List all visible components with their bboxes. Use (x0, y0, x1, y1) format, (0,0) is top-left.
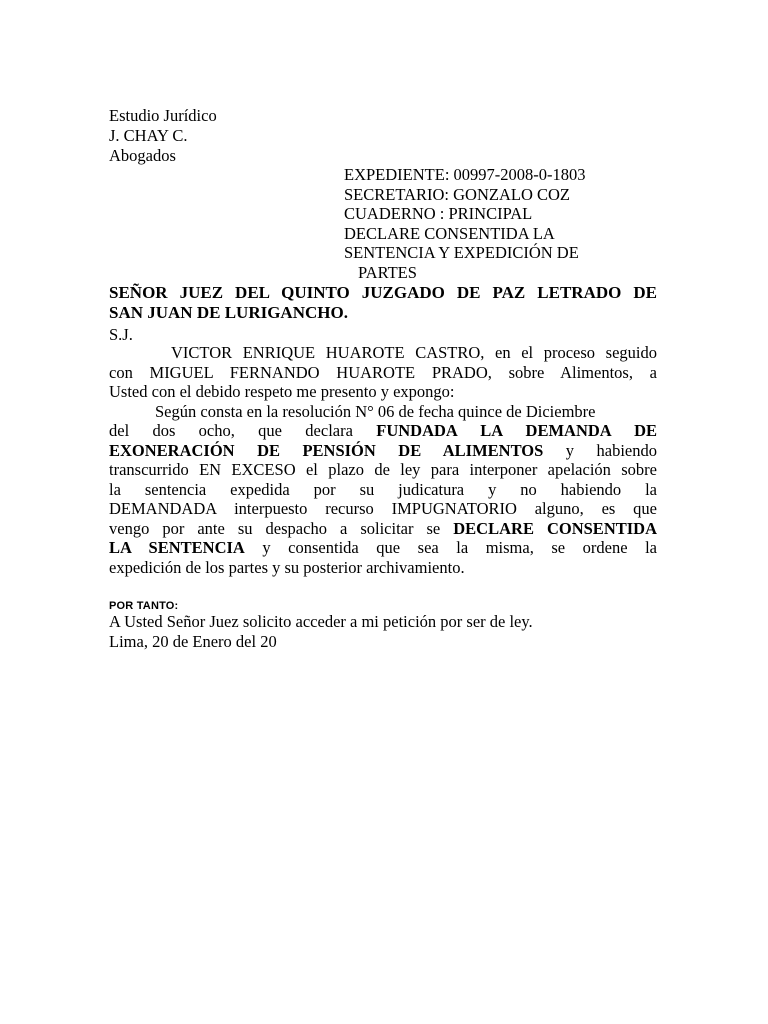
closing-block (109, 612, 533, 652)
por-tanto-heading: POR TANTO: (109, 600, 179, 612)
firm-subtitle: Abogados (109, 146, 176, 165)
case-file-number: EXPEDIENTE: 00997-2008-0-1803 (344, 165, 586, 184)
case-secretary: SECRETARIO: GONZALO COZ (344, 184, 571, 204)
body-line: expedición de los partes y su posterior archivamiento. (109, 557, 465, 577)
case-summary-line: DECLARE CONSENTIDA LA (344, 223, 555, 243)
body-line (109, 421, 657, 441)
body-line: transcurrido EN EXCESO el plazo de ley para interponer apelación sobre (109, 460, 657, 479)
body-bold-text: LA SENTENCIA (109, 538, 245, 557)
body-text: vengo por ante su despacho a solicitar se (109, 518, 454, 538)
salutation-sj: S.J. (109, 325, 133, 344)
body-text: del dos ocho, que declara (109, 421, 377, 440)
case-summary-line: PARTES (358, 262, 417, 282)
law-firm-header (109, 106, 217, 166)
firm-name: Estudio Jurídico (109, 106, 217, 125)
body-line: DEMANDADA interpuesto recurso IMPUGNATORIO alguno, es que (109, 499, 657, 518)
body-text: y consentida que sea la misma, se ordene la (244, 538, 657, 557)
body-text: y habiendo (543, 440, 658, 460)
case-info-block (344, 165, 674, 282)
document-body (109, 343, 657, 577)
body-line (109, 519, 657, 539)
addressee-line: SAN JUAN DE LURIGANCHO. (109, 302, 348, 322)
body-line: Usted con el debido respeto me presento y expongo: (109, 382, 455, 401)
case-notebook: CUADERNO : PRINCIPAL (344, 204, 533, 223)
addressee-line: SEÑOR JUEZ DEL QUINTO JUZGADO DE PAZ LETRADO DE (109, 283, 657, 302)
case-summary-line: SENTENCIA Y EXPEDICIÓN DE (344, 243, 579, 262)
body-line: Según consta en la resolución N° 06 de fecha quince de Diciembre (155, 401, 596, 421)
body-bold-text: FUNDADA LA DEMANDA DE (376, 421, 658, 440)
addressee-heading (109, 283, 657, 322)
closing-request: A Usted Señor Juez solicito acceder a mi petición por ser de ley. (109, 612, 533, 631)
body-bold-text: DECLARE CONSENTIDA (453, 518, 657, 538)
body-line (109, 538, 657, 558)
body-line: VICTOR ENRIQUE HUAROTE CASTRO, en el proceso seguido (171, 343, 657, 362)
body-line (109, 441, 657, 461)
place-date: Lima, 20 de Enero del 20 (109, 632, 277, 651)
firm-initials: J. CHAY C. (109, 126, 188, 145)
body-line: con MIGUEL FERNANDO HUAROTE PRADO, sobre Alimentos, a (109, 362, 657, 382)
body-line: la sentencia expedida por su judicatura y no habiendo la (109, 479, 657, 499)
body-bold-text: EXONERACIÓN DE PENSIÓN DE ALIMENTOS (109, 440, 544, 460)
